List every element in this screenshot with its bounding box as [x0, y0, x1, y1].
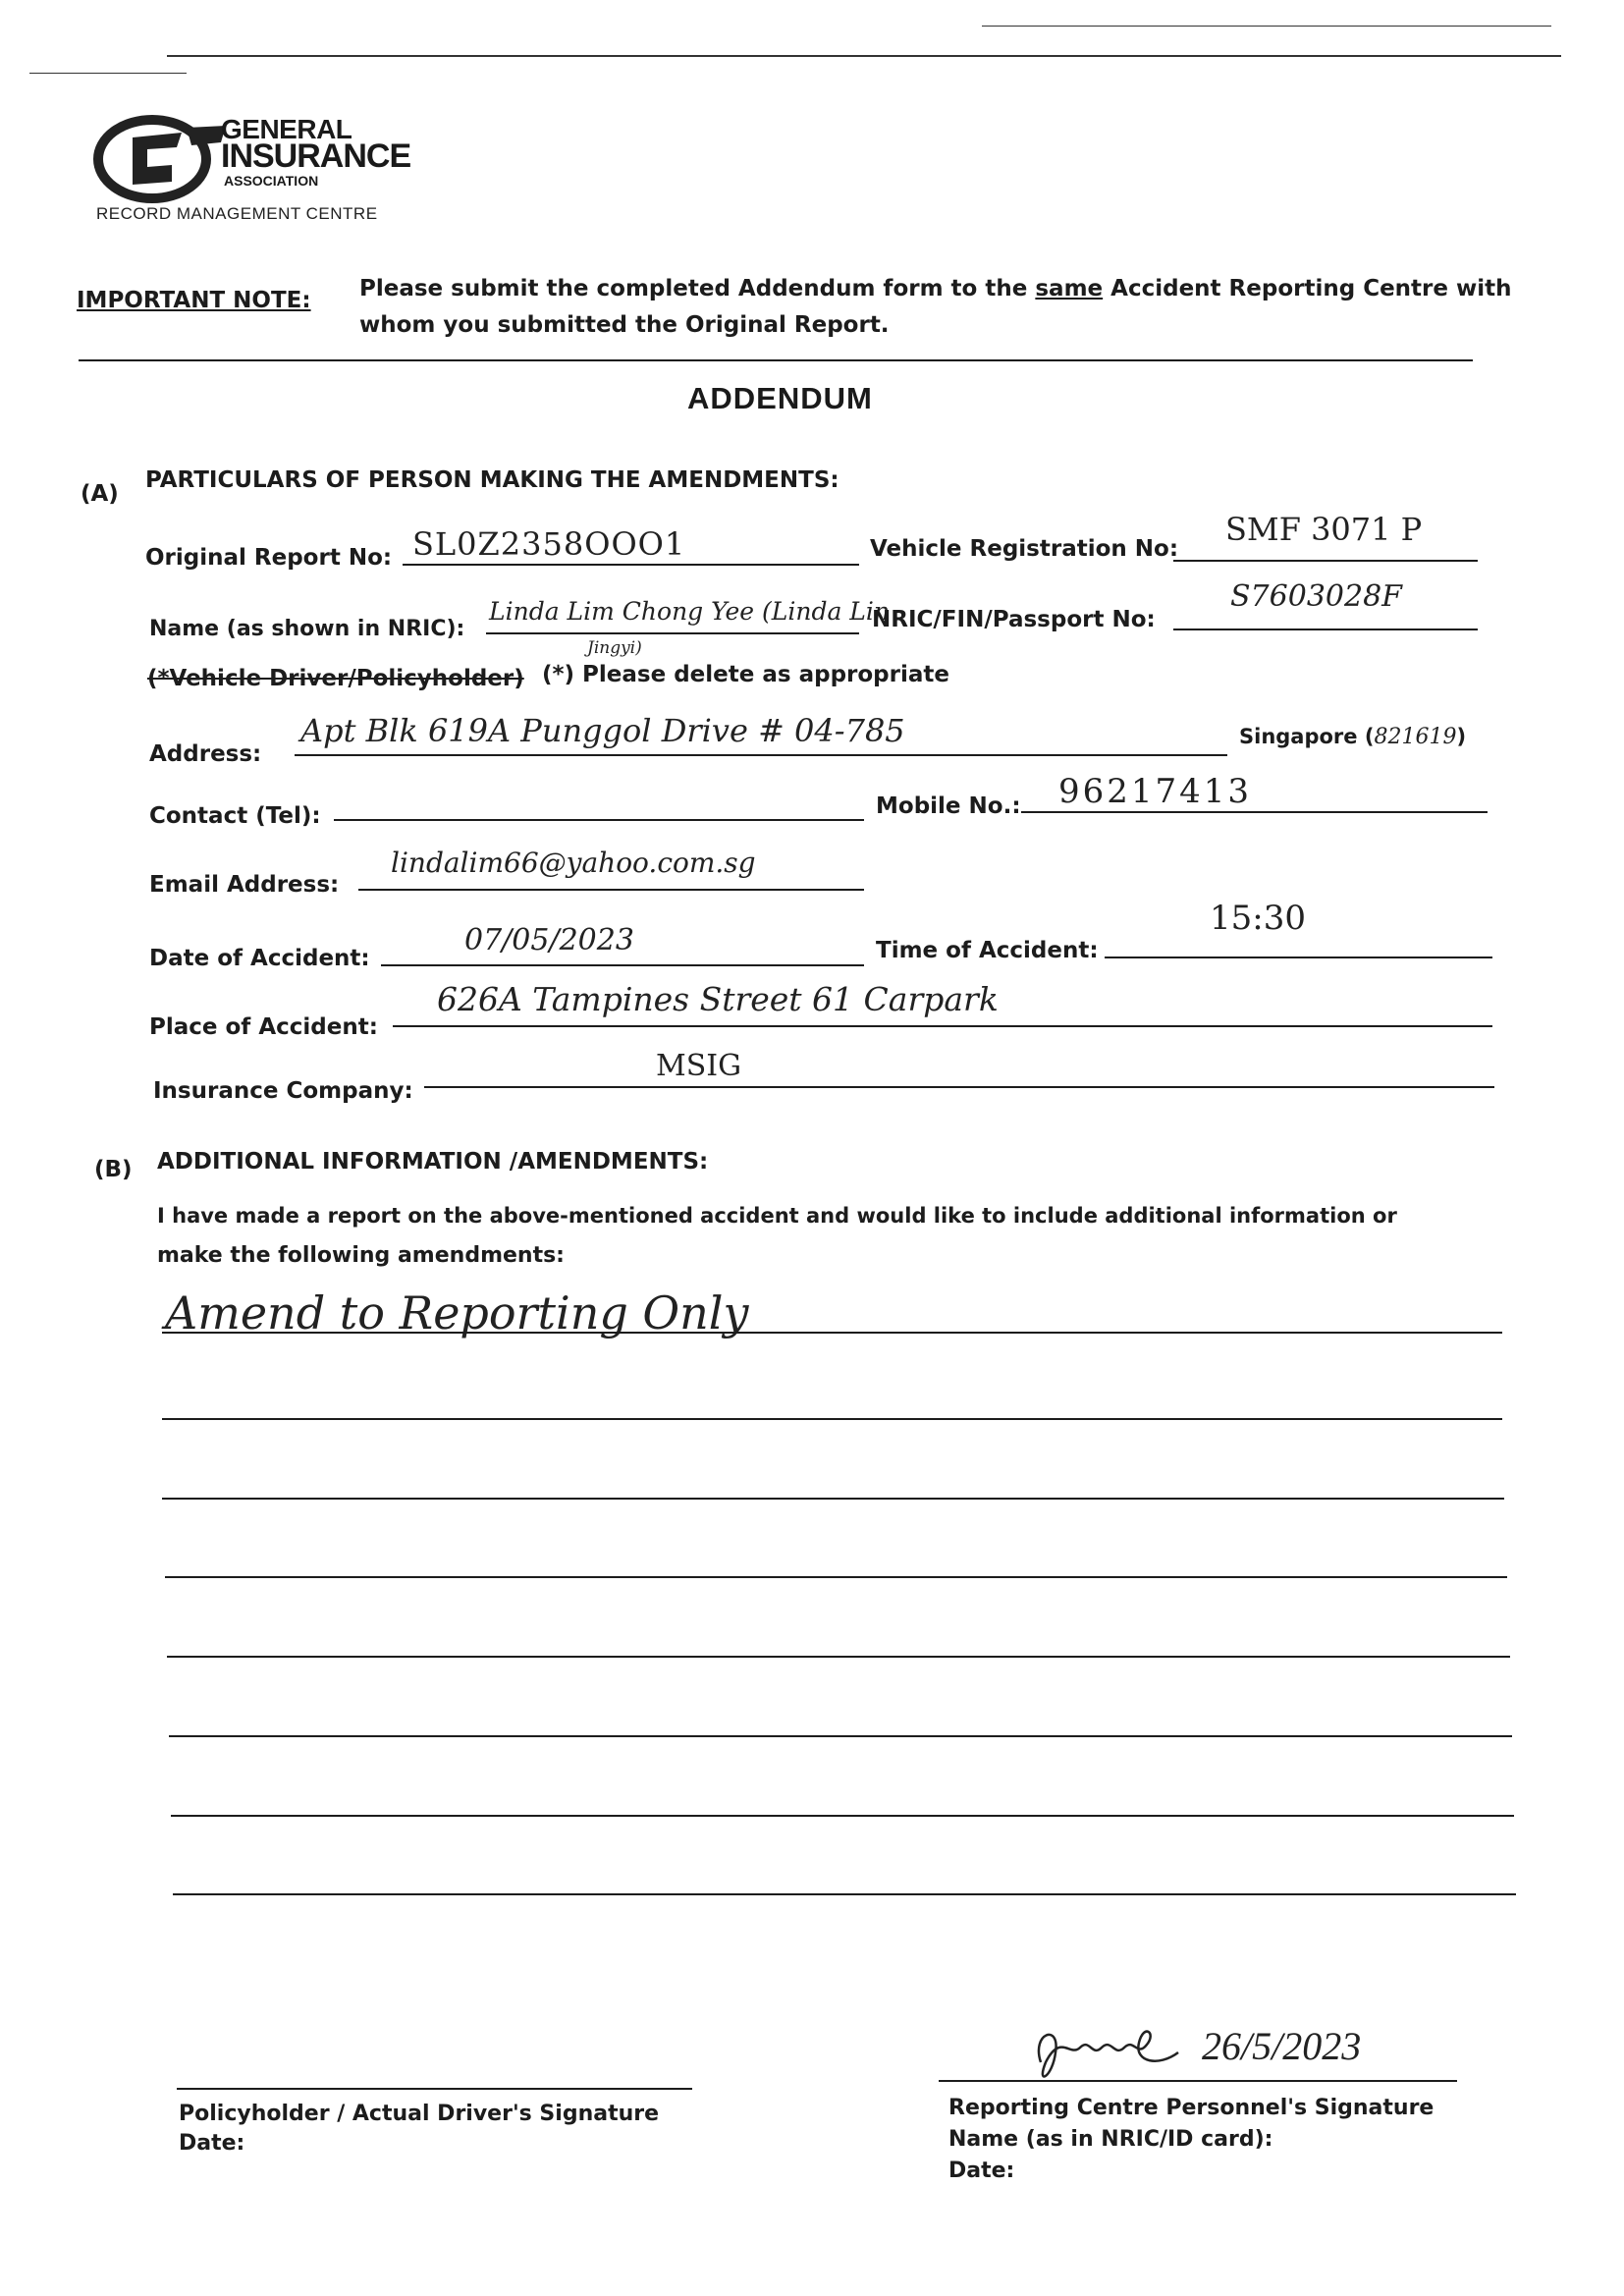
date-of-accident-value[interactable]: 07/05/2023	[464, 923, 634, 957]
singapore-close: )	[1456, 725, 1467, 748]
nric-label: NRIC/FIN/Passport No:	[872, 607, 1156, 632]
personnel-signature-image	[1021, 2003, 1198, 2092]
singapore-text: Singapore (	[1239, 725, 1375, 748]
important-note-text	[359, 276, 1512, 301]
amendment-line-8	[173, 1893, 1516, 1895]
scan-top-line-1	[982, 26, 1551, 27]
logo-subtitle: RECORD MANAGEMENT CENTRE	[96, 204, 378, 223]
scan-top-line-2	[167, 55, 1561, 57]
address-label: Address:	[149, 741, 262, 767]
important-note-label: IMPORTANT NOTE:	[77, 288, 311, 313]
time-of-accident-label: Time of Accident:	[876, 938, 1099, 963]
section-b-heading: ADDITIONAL INFORMATION /AMENDMENTS:	[157, 1149, 709, 1175]
date-of-accident-label: Date of Accident:	[149, 946, 370, 971]
vehicle-reg-line	[1173, 560, 1478, 562]
form-title: ADDENDUM	[687, 381, 873, 415]
amendment-line-5	[167, 1656, 1510, 1658]
place-line	[393, 1025, 1492, 1027]
date-line	[381, 964, 864, 966]
name-value[interactable]: Linda Lim Chong Yee (Linda Lin	[489, 597, 891, 626]
section-b-intro-line2: make the following amendments:	[157, 1243, 565, 1268]
original-report-value[interactable]: SL0Z2358OOO1	[412, 525, 686, 563]
nric-line	[1173, 629, 1478, 630]
important-note-divider	[79, 359, 1473, 361]
logo-text-general: GENERAL	[221, 114, 352, 144]
left-signature-label: Policyholder / Actual Driver's Signature	[179, 2102, 660, 2126]
amendment-line-4	[165, 1576, 1507, 1578]
section-a-heading: PARTICULARS OF PERSON MAKING THE AMENDMENTS:	[145, 467, 839, 493]
amendment-line-3	[162, 1498, 1504, 1500]
time-line	[1105, 957, 1492, 958]
right-signature-label: Reporting Centre Personnel's Signature	[948, 2096, 1435, 2120]
insurance-line	[424, 1086, 1494, 1088]
original-report-line	[403, 564, 859, 566]
postal-code-value[interactable]: 821619	[1374, 725, 1457, 749]
section-b-marker: (B)	[94, 1157, 133, 1182]
section-b-intro-line1: I have made a report on the above-mentioned accident and would like to include additional information or	[157, 1204, 1397, 1228]
right-date-label: Date:	[948, 2159, 1015, 2183]
amendment-line-7	[171, 1815, 1514, 1817]
insurance-company-label: Insurance Company:	[153, 1078, 413, 1104]
important-note-text-after: Accident Reporting Centre with	[1110, 276, 1512, 301]
gia-logo-emblem-icon	[93, 108, 231, 206]
right-name-label: Name (as in NRIC/ID card):	[948, 2127, 1273, 2152]
vehicle-reg-label: Vehicle Registration No:	[870, 536, 1179, 562]
email-label: Email Address:	[149, 872, 340, 898]
personnel-signature-date[interactable]: 26/5/2023	[1202, 2024, 1362, 2068]
nric-value[interactable]: S7603028F	[1230, 579, 1402, 614]
amendment-text[interactable]: Amend to Reporting Only	[165, 1286, 749, 1339]
original-report-label: Original Report No:	[145, 545, 393, 571]
place-of-accident-label: Place of Accident:	[149, 1014, 378, 1040]
singapore-label	[1239, 725, 1466, 749]
mobile-value[interactable]: 96217413	[1058, 772, 1253, 811]
logo-text-association: ASSOCIATION	[224, 173, 319, 189]
name-value-cont[interactable]: Jingyi)	[587, 638, 642, 658]
name-label: Name (as shown in NRIC):	[149, 617, 465, 641]
address-line	[295, 754, 1227, 756]
mobile-line	[1021, 811, 1488, 813]
email-line	[358, 889, 864, 891]
name-line	[486, 632, 859, 634]
place-of-accident-value[interactable]: 626A Tampines Street 61 Carpark	[437, 980, 999, 1018]
role-struck-text: (*Vehicle Driver/Policyholder)	[147, 666, 524, 691]
amendment-line-1	[162, 1332, 1502, 1334]
scan-top-line-3	[29, 73, 187, 74]
amendment-line-6	[169, 1735, 1512, 1737]
left-date-label: Date:	[179, 2131, 245, 2156]
section-a-marker: (A)	[81, 481, 119, 507]
contact-label: Contact (Tel):	[149, 803, 321, 829]
logo-text-insurance: INSURANCE	[221, 137, 411, 175]
important-note-line2: whom you submitted the Original Report.	[359, 312, 890, 338]
insurance-company-value[interactable]: MSIG	[656, 1049, 742, 1083]
mobile-label: Mobile No.:	[876, 793, 1021, 819]
amendment-line-2	[162, 1418, 1502, 1420]
right-signature-line	[939, 2080, 1457, 2082]
time-of-accident-value[interactable]: 15:30	[1210, 899, 1306, 938]
email-value[interactable]: lindalim66@yahoo.com.sg	[391, 847, 756, 879]
contact-line	[334, 819, 864, 821]
left-signature-line	[177, 2088, 692, 2090]
important-note-text-before: Please submit the completed Addendum form to the	[359, 276, 1028, 301]
address-value[interactable]: Apt Blk 619A Punggol Drive # 04-785	[300, 712, 905, 749]
role-note-text: (*) Please delete as appropriate	[542, 662, 949, 687]
important-note-text-emph: same	[1035, 276, 1104, 301]
vehicle-reg-value[interactable]: SMF 3071 P	[1225, 511, 1423, 548]
